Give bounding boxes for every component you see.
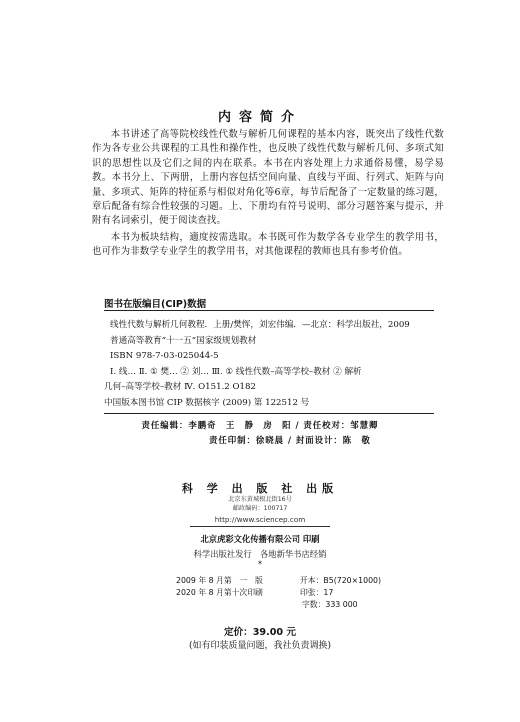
cip-line: 普通高等教育“十一五”国家级规划教材	[110, 335, 257, 346]
cip-data	[104, 318, 438, 411]
printer-info: 北京虎彩文化传播有限公司 印刷	[200, 534, 320, 544]
publisher-divider	[190, 526, 330, 527]
cip-line: 线性代数与解析几何教程．上册/樊恽，刘宏伟编．—北京：科学出版社，2009	[110, 320, 410, 330]
staff-editors: 责任编辑：李鹏奇 王 静 房 阳 / 责任校对：邹慧卿	[141, 420, 379, 430]
publisher-url: http://www.sciencep.com	[214, 515, 306, 524]
publisher-address: 北京东黄城根北街16号	[228, 496, 292, 503]
format-size: 开本：B5(720×1000)	[300, 576, 382, 585]
intro-paragraph: 本书讲述了高等院校线性代数与解析几何课程的基本内容，既突出了线性代数作为各专业公共课程的工具性和操作性，也反映了线性代数与解析几何、多项式知识的思想性以及它们之间的内在联系。本书在内容处理上力求通俗易懂，易学易教。本书分上、下两册，上册内容包括空间向量、直线与平面、行列式、矩阵与向量、多项式、矩阵的特征系与相似对角化等6章，每节后配备了一定数量的练习题，章后配备有综合性较强的习题。上、下册均有符号说明、部分习题答案与提示，并附有名词索引，便于阅读查找。	[92, 129, 444, 227]
price: 定价：39.00 元	[223, 627, 297, 638]
distribution-info: 科学出版社发行 各地新华书店经销	[193, 549, 327, 559]
intro-paragraph: 本书为板块结构，適度按需选取。本书既可作为数学各专业学生的教学用书，也可作为非数学专业学生的教学用书，对其他课程的教师也具有参考价值。	[92, 231, 444, 258]
staff-printing: 责任印制：徐晓晨 / 封面设计：陈 敬	[209, 435, 371, 445]
printing-date: 2020 年 8 月第十次印刷	[176, 588, 263, 597]
star-separator: *	[258, 560, 262, 569]
publisher-postcode: 邮政编码：100717	[232, 505, 288, 512]
cip-line: ISBN 978-7-03-025044-5	[110, 351, 219, 361]
cip-heading: 图书在版编目(CIP)数据	[104, 299, 207, 310]
cip-divider	[104, 310, 434, 311]
sheet-count: 印张：17	[300, 588, 334, 597]
quality-notice: (如有印装质量问题，我社负责调换)	[188, 641, 332, 651]
cip-divider	[104, 413, 434, 414]
cip-line: 几何–高等学校–教材 Ⅳ. O151.2 O182	[104, 382, 256, 392]
intro-title: 内容简介	[217, 110, 302, 125]
intro-text	[92, 128, 444, 262]
edition-row	[176, 587, 436, 598]
cip-line: 中国版本图书馆 CIP 数据核字 (2009) 第 122512 号	[104, 397, 310, 408]
word-count: 字数：333 000	[302, 600, 358, 609]
edition-date: 2009 年 8 月第 一 版	[176, 576, 263, 585]
cip-line: Ⅰ. 线… Ⅱ. ① 樊… ② 刘… Ⅲ. ① 线性代数–高等学校–教材 ② 解析	[110, 366, 362, 377]
publisher-name: 科 学 出 版 社 出版	[181, 482, 339, 495]
edition-row	[176, 575, 436, 586]
